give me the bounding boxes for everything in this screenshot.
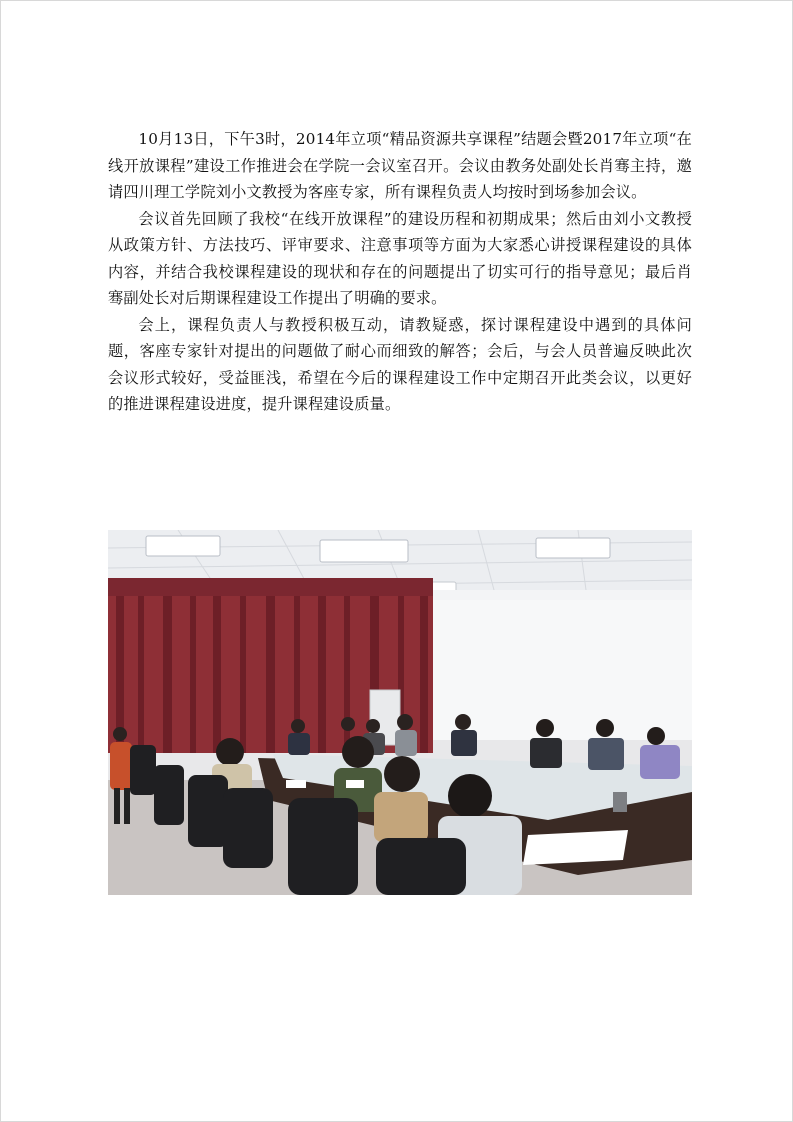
paragraph-2: 会议首先回顾了我校“在线开放课程”的建设历程和初期成果；然后由刘小文教授从政策方针、方法技巧、评审要求、注意事项等方面为大家悉心讲授课程建设的具体内容，并结合我校课程建设的现状和存在的问题提出了切实可行的指导意见；最后肖骞副处长对后期课程建设工作提出了明确的要求。 <box>108 209 692 307</box>
meeting-photo <box>108 530 692 895</box>
article-body <box>108 126 692 418</box>
paragraph-1: 10月13日，下午3时，2014年立项“精品资源共享课程”结题会暨2017年立项“在线开放课程”建设工作推进会在学院一会议室召开。会议由教务处副处长肖骞主持，邀请四川理工学院刘小文教授为客座专家，所有课程负责人均按时到场参加会议。 <box>108 130 692 201</box>
paragraph-3: 会上，课程负责人与教授积极互动，请教疑惑，探讨课程建设中遇到的具体问题，客座专家针对提出的问题做了耐心而细致的解答；会后，与会人员普遍反映此次会议形式较好，受益匪浅，希望在今后的课程建设工作中定期召开此类会议，以更好的推进课程建设进度，提升课程建设质量。 <box>108 315 692 413</box>
